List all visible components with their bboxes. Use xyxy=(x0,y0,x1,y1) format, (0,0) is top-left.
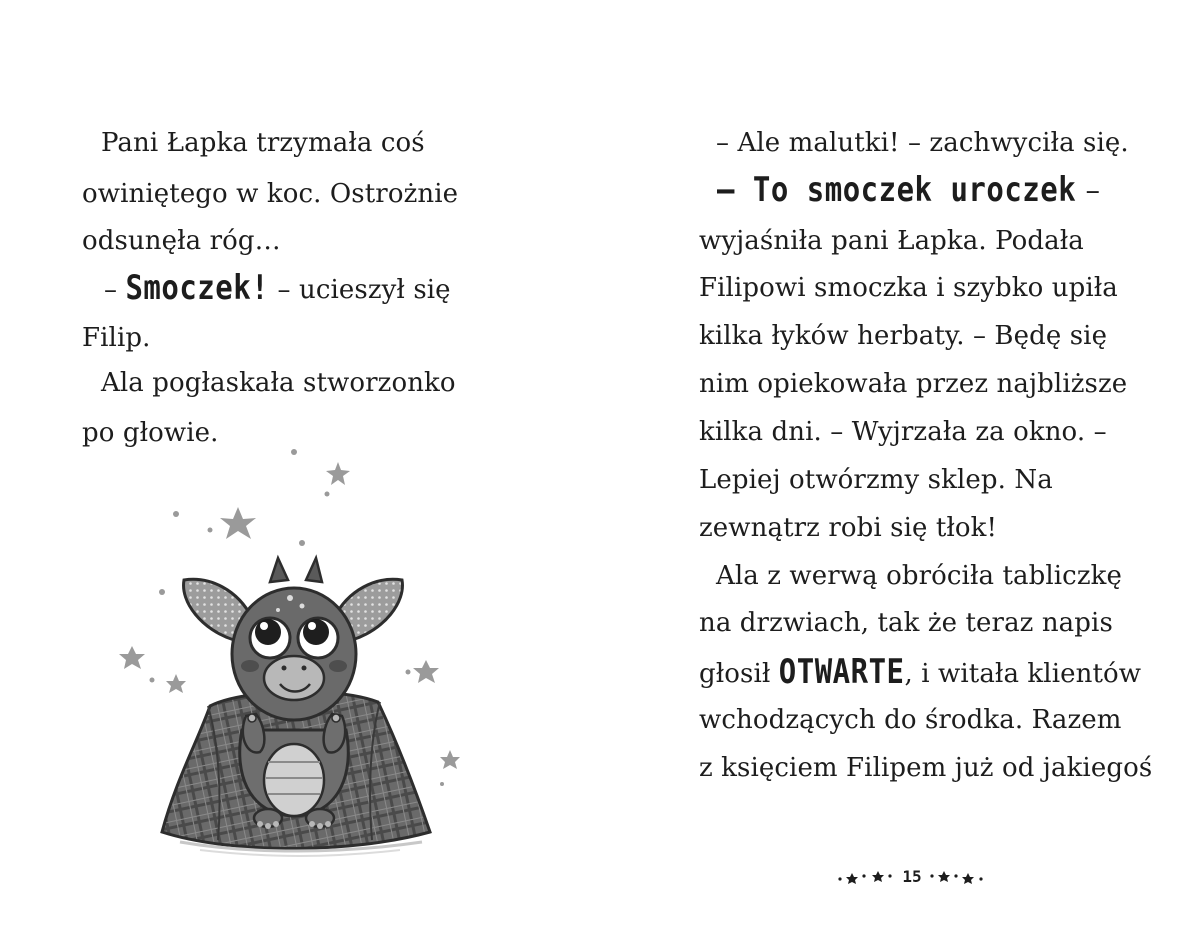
page-number: 15 xyxy=(902,867,922,886)
text-line: Ala pogłaskała stworzonko xyxy=(101,368,456,398)
text-line: wchodzących do środka. Razem xyxy=(699,705,1122,735)
text-line: z księciem Filipem już od jakiegoś xyxy=(699,753,1153,783)
handwritten-word: Smoczek! xyxy=(125,267,270,308)
handwritten-phrase: – To smoczek uroczek xyxy=(717,169,1077,210)
baby-dragon-illustration xyxy=(110,440,470,880)
text-line: Ala z werwą obróciła tabliczkę xyxy=(716,561,1122,591)
text-line: kilka dni. – Wyjrzała za okno. – xyxy=(699,417,1107,447)
baby-dragon-in-blanket-icon xyxy=(110,440,470,880)
text-line: nim opiekowała przez najbliższe xyxy=(699,369,1128,399)
text-line: zewnątrz robi się tłok! xyxy=(699,513,998,543)
text-fragment: , i witała klientów xyxy=(904,659,1142,689)
text-line: po głowie. xyxy=(82,418,219,448)
text-line: Filip. xyxy=(82,323,151,353)
page-footer xyxy=(836,866,986,890)
text-line: owiniętego w koc. Ostrożnie xyxy=(82,179,459,209)
text-line xyxy=(699,651,1142,692)
dash: – xyxy=(1076,173,1101,207)
text-line xyxy=(104,267,451,308)
text-line: Lepiej otwórzmy sklep. Na xyxy=(699,465,1053,495)
text-fragment: – ucieszył się xyxy=(269,275,451,305)
text-line: kilka łyków herbaty. – Będę się xyxy=(699,321,1108,351)
text-fragment: głosił xyxy=(699,659,779,689)
text-line: Filipowi smoczka i szybko upiła xyxy=(699,273,1118,303)
text-line: odsunęła róg… xyxy=(82,226,281,256)
handwritten-word: OTWARTE xyxy=(778,651,905,692)
text-line: wyjaśniła pani Łapka. Podała xyxy=(699,226,1084,256)
text-line xyxy=(717,169,1101,210)
text-line: Pani Łapka trzymała coś xyxy=(101,128,425,158)
text-line: na drzwiach, tak że teraz napis xyxy=(699,608,1113,638)
text-line: – Ale malutki! – zachwyciła się. xyxy=(716,128,1129,158)
dash: – xyxy=(104,275,126,305)
